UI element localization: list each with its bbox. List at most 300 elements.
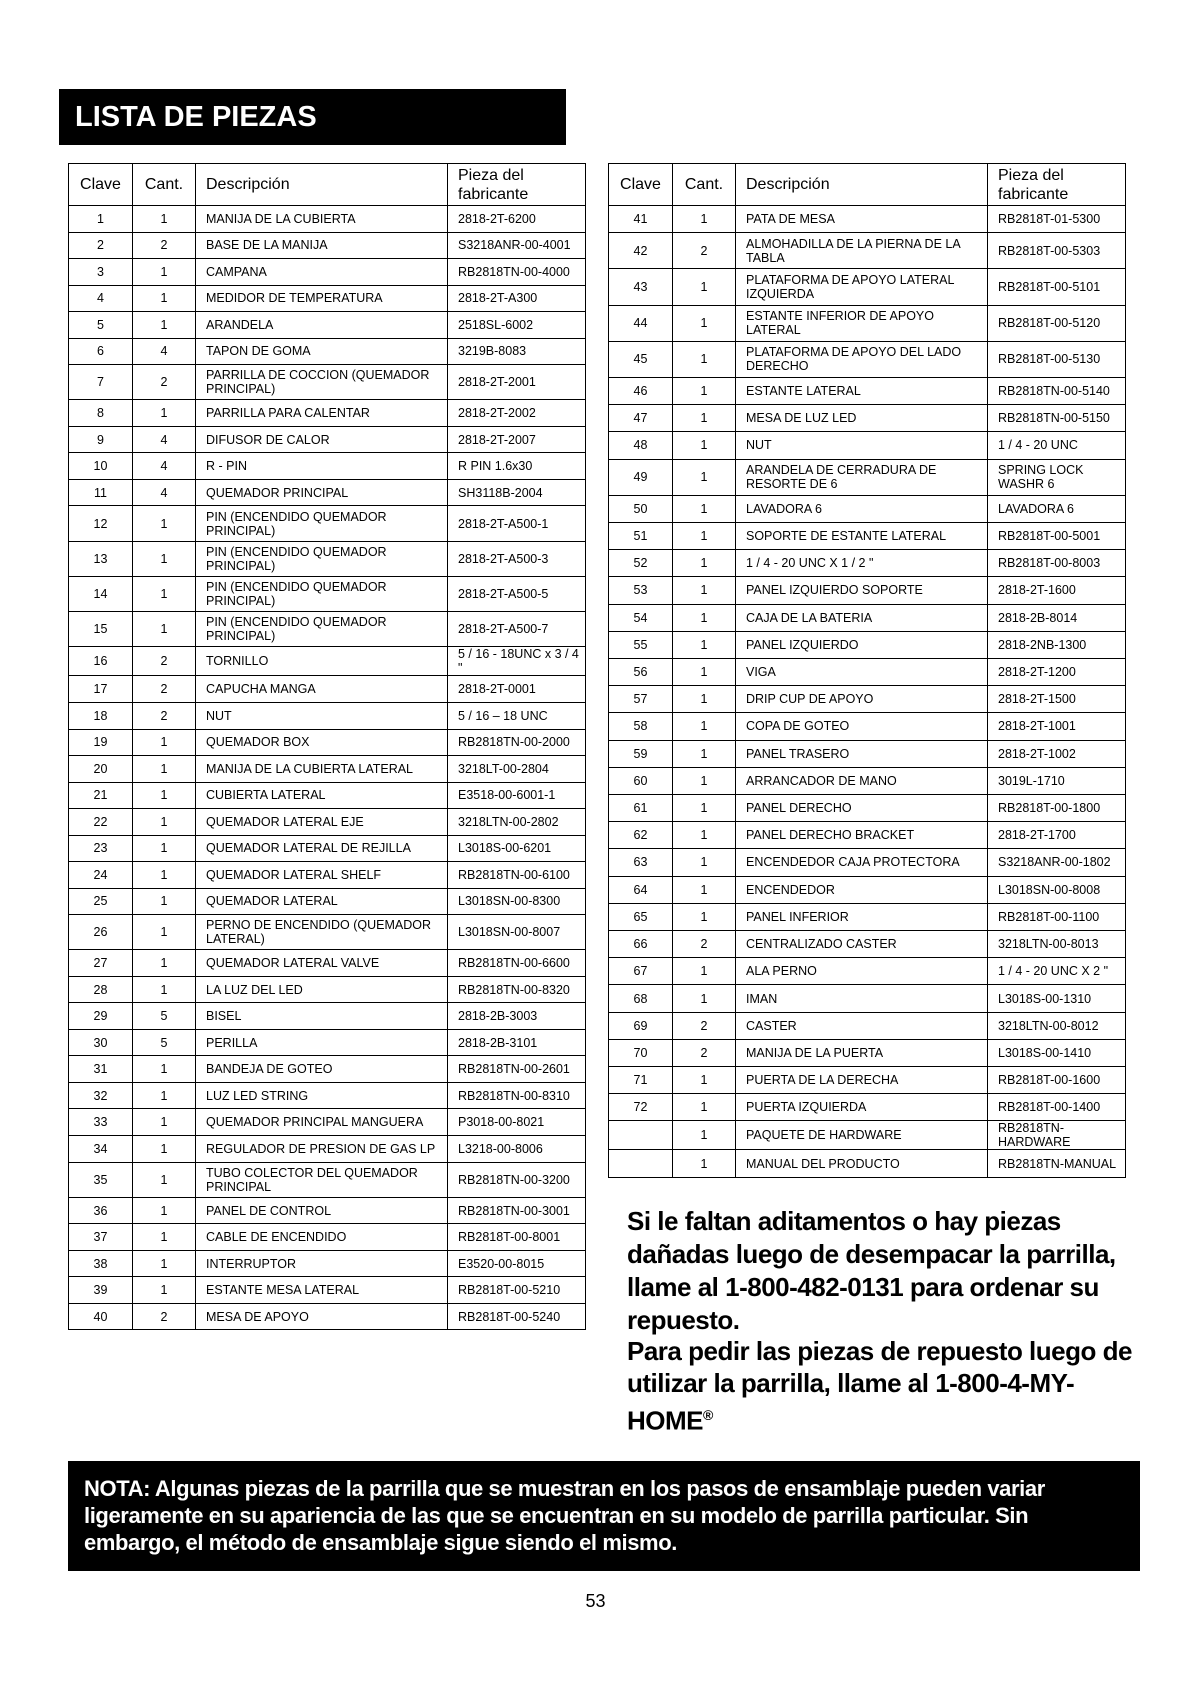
cell-pieza: RB2818TN-MANUAL (988, 1150, 1126, 1177)
cell-clave: 59 (609, 740, 673, 767)
cell-cant: 1 (133, 400, 196, 427)
cell-pieza: 3218LTN-00-8012 (988, 1012, 1126, 1039)
cell-clave: 35 (69, 1162, 133, 1197)
table-row (69, 809, 586, 836)
cell-pieza: 2818-2T-A500-3 (448, 541, 586, 576)
cell-cant: 1 (673, 1067, 736, 1094)
cell-descripcion: PARRILLA DE COCCION (QUEMADOR PRINCIPAL) (196, 365, 448, 400)
cell-pieza: 2818-2T-A300 (448, 285, 586, 312)
cell-clave: 38 (69, 1250, 133, 1277)
cell-clave: 39 (69, 1277, 133, 1304)
table-row (609, 522, 1126, 549)
cell-descripcion: ALA PERNO (736, 958, 988, 985)
table-row (69, 576, 586, 611)
cell-pieza: RB2818T-01-5300 (988, 206, 1126, 233)
cell-pieza: L3018SN-00-8008 (988, 876, 1126, 903)
table-row (69, 729, 586, 756)
cell-cant: 1 (133, 541, 196, 576)
cell-clave: 70 (609, 1039, 673, 1066)
cell-clave: 58 (609, 713, 673, 740)
table-row (609, 233, 1126, 269)
cell-cant: 1 (673, 686, 736, 713)
cell-cant: 2 (133, 1303, 196, 1330)
cell-pieza: RB2818T-00-8003 (988, 550, 1126, 577)
table-row (69, 976, 586, 1003)
cell-pieza: RB2818T-00-1800 (988, 794, 1126, 821)
cell-cant: 4 (133, 426, 196, 453)
table-row (609, 1039, 1126, 1066)
table-row (609, 206, 1126, 233)
table-row (69, 888, 586, 915)
cell-descripcion: ALMOHADILLA DE LA PIERNA DE LA TABLA (736, 233, 988, 269)
cell-clave: 1 (69, 206, 133, 233)
cell-descripcion: PERILLA (196, 1029, 448, 1056)
cell-pieza: RB2818TN-00-8310 (448, 1082, 586, 1109)
cell-cant: 1 (133, 285, 196, 312)
cell-cant: 1 (133, 915, 196, 950)
parts-table-left (68, 163, 586, 1330)
cell-clave: 68 (609, 985, 673, 1012)
cell-pieza: RB2818T-00-5120 (988, 305, 1126, 341)
cell-descripcion: PIN (ENCENDIDO QUEMADOR PRINCIPAL) (196, 576, 448, 611)
cell-clave: 50 (609, 495, 673, 522)
cell-clave: 11 (69, 479, 133, 506)
table-row (609, 305, 1126, 341)
cell-descripcion: CABLE DE ENCENDIDO (196, 1224, 448, 1251)
table-row (69, 541, 586, 576)
cell-descripcion: 1 / 4 - 20 UNC X 1 / 2 " (736, 550, 988, 577)
cell-descripcion: QUEMADOR LATERAL SHELF (196, 862, 448, 889)
cell-descripcion: PANEL TRASERO (736, 740, 988, 767)
cell-descripcion: LAVADORA 6 (736, 495, 988, 522)
cell-descripcion: MANIJA DE LA PUERTA (736, 1039, 988, 1066)
cell-clave: 67 (609, 958, 673, 985)
cell-cant: 1 (133, 206, 196, 233)
table-row (69, 506, 586, 541)
table-row (69, 647, 586, 676)
table-row (69, 782, 586, 809)
cell-cant: 2 (133, 365, 196, 400)
cell-descripcion: QUEMADOR LATERAL VALVE (196, 950, 448, 977)
cell-cant: 1 (133, 1056, 196, 1083)
cell-clave: 66 (609, 931, 673, 958)
cell-descripcion: IMAN (736, 985, 988, 1012)
cell-pieza: 3218LTN-00-2802 (448, 809, 586, 836)
cell-cant: 1 (673, 876, 736, 903)
cell-descripcion: PIN (ENCENDIDO QUEMADOR PRINCIPAL) (196, 612, 448, 647)
cell-clave: 19 (69, 729, 133, 756)
cell-cant: 1 (133, 1136, 196, 1163)
cell-clave: 27 (69, 950, 133, 977)
cell-pieza: 2818-2B-3003 (448, 1003, 586, 1030)
cell-pieza: RB2818TN-00-6100 (448, 862, 586, 889)
cell-clave: 72 (609, 1094, 673, 1121)
table-row (609, 658, 1126, 685)
cell-descripcion: REGULADOR DE PRESION DE GAS LP (196, 1136, 448, 1163)
cell-pieza: 2818-2T-1200 (988, 658, 1126, 685)
cell-descripcion: PANEL INFERIOR (736, 903, 988, 930)
cell-clave: 52 (609, 550, 673, 577)
cell-cant: 2 (673, 1012, 736, 1039)
table-row (69, 1197, 586, 1224)
cell-descripcion: LA LUZ DEL LED (196, 976, 448, 1003)
header-pieza: Pieza del fabricante (988, 164, 1126, 206)
table-row (609, 740, 1126, 767)
cell-descripcion: PIN (ENCENDIDO QUEMADOR PRINCIPAL) (196, 506, 448, 541)
cell-cant: 1 (133, 1250, 196, 1277)
cell-descripcion: CAMPANA (196, 259, 448, 286)
table-row (609, 903, 1126, 930)
table-row (609, 1067, 1126, 1094)
cell-clave: 44 (609, 305, 673, 341)
cell-pieza: RB2818TN-00-6600 (448, 950, 586, 977)
cell-descripcion: PLATAFORMA DE APOYO DEL LADO DERECHO (736, 341, 988, 377)
cell-cant: 1 (133, 259, 196, 286)
cell-clave: 8 (69, 400, 133, 427)
cell-cant: 1 (673, 377, 736, 404)
cell-cant: 1 (133, 1224, 196, 1251)
header-clave: Clave (69, 164, 133, 206)
cell-clave: 69 (609, 1012, 673, 1039)
table-row (69, 612, 586, 647)
cell-descripcion: MANIJA DE LA CUBIERTA LATERAL (196, 756, 448, 783)
cell-cant: 2 (673, 931, 736, 958)
cell-pieza: 2818-2B-3101 (448, 1029, 586, 1056)
cell-pieza: L3218-00-8006 (448, 1136, 586, 1163)
cell-cant: 4 (133, 453, 196, 480)
cell-clave: 3 (69, 259, 133, 286)
table-row (609, 377, 1126, 404)
table-row (609, 931, 1126, 958)
cell-cant: 2 (673, 233, 736, 269)
cell-clave: 61 (609, 794, 673, 821)
cell-cant: 1 (673, 550, 736, 577)
cell-pieza: 1 / 4 - 20 UNC X 2 " (988, 958, 1126, 985)
cell-descripcion: MANUAL DEL PRODUCTO (736, 1150, 988, 1177)
cell-cant: 1 (673, 1121, 736, 1150)
cell-cant: 1 (673, 822, 736, 849)
table-row (609, 405, 1126, 432)
cell-cant: 1 (133, 729, 196, 756)
cell-clave: 65 (609, 903, 673, 930)
cell-descripcion: NUT (196, 703, 448, 730)
cell-descripcion: TAPON DE GOMA (196, 338, 448, 365)
table-row (69, 1162, 586, 1197)
cell-pieza: RB2818TN-HARDWARE (988, 1121, 1126, 1150)
page-number: 53 (585, 1591, 606, 1611)
cell-clave: 20 (69, 756, 133, 783)
cell-clave: 22 (69, 809, 133, 836)
header-cant: Cant. (673, 164, 736, 206)
table-row (609, 713, 1126, 740)
table-row (609, 794, 1126, 821)
cell-clave: 30 (69, 1029, 133, 1056)
cell-cant: 1 (673, 903, 736, 930)
cell-pieza: RB2818T-00-5210 (448, 1277, 586, 1304)
cell-cant: 1 (673, 1094, 736, 1121)
cell-pieza: 2818-2T-A500-5 (448, 576, 586, 611)
cell-descripcion: MEDIDOR DE TEMPERATURA (196, 285, 448, 312)
cell-clave: 42 (609, 233, 673, 269)
cell-descripcion: PANEL IZQUIERDO SOPORTE (736, 577, 988, 604)
cell-clave: 17 (69, 676, 133, 703)
table-row (69, 1056, 586, 1083)
cell-descripcion: QUEMADOR LATERAL EJE (196, 809, 448, 836)
table-row (69, 338, 586, 365)
cell-clave: 57 (609, 686, 673, 713)
cell-descripcion: MESA DE LUZ LED (736, 405, 988, 432)
cell-cant: 1 (673, 459, 736, 495)
cell-pieza: S3218ANR-00-1802 (988, 849, 1126, 876)
cell-descripcion: DIFUSOR DE CALOR (196, 426, 448, 453)
table-row (609, 985, 1126, 1012)
table-row (69, 1224, 586, 1251)
cell-cant: 1 (673, 958, 736, 985)
cell-cant: 1 (673, 740, 736, 767)
cell-cant: 1 (133, 1277, 196, 1304)
cell-cant: 4 (133, 479, 196, 506)
table-row (609, 767, 1126, 794)
table-row (609, 269, 1126, 305)
table-row (69, 756, 586, 783)
cell-clave: 60 (609, 767, 673, 794)
table-row (69, 259, 586, 286)
cell-pieza: R PIN 1.6x30 (448, 453, 586, 480)
table-row (69, 479, 586, 506)
cell-descripcion: PUERTA DE LA DERECHA (736, 1067, 988, 1094)
cell-descripcion: MANIJA DE LA CUBIERTA (196, 206, 448, 233)
cell-descripcion: CAJA DE LA BATERIA (736, 604, 988, 631)
cell-clave: 48 (609, 432, 673, 459)
registered-mark: ® (703, 1407, 713, 1423)
cell-pieza: 2818-2B-8014 (988, 604, 1126, 631)
cell-cant: 5 (133, 1029, 196, 1056)
cell-descripcion: ESTANTE LATERAL (736, 377, 988, 404)
cell-cant: 2 (133, 232, 196, 259)
cell-pieza: RB2818T-00-5130 (988, 341, 1126, 377)
cell-descripcion: ARANDELA (196, 312, 448, 339)
cell-cant: 1 (673, 341, 736, 377)
cell-cant: 1 (133, 576, 196, 611)
cell-cant: 4 (133, 338, 196, 365)
cell-descripcion: PARRILLA PARA CALENTAR (196, 400, 448, 427)
cell-cant: 1 (673, 631, 736, 658)
table-row (69, 206, 586, 233)
cell-cant: 5 (133, 1003, 196, 1030)
table-row (609, 341, 1126, 377)
cell-descripcion: CENTRALIZADO CASTER (736, 931, 988, 958)
cell-clave: 12 (69, 506, 133, 541)
cell-descripcion: CAPUCHA MANGA (196, 676, 448, 703)
cell-pieza: 2818-2T-A500-1 (448, 506, 586, 541)
cell-clave: 7 (69, 365, 133, 400)
table-row (69, 862, 586, 889)
cell-clave: 2 (69, 232, 133, 259)
cell-pieza: RB2818T-00-1100 (988, 903, 1126, 930)
cell-descripcion: PANEL IZQUIERDO (736, 631, 988, 658)
cell-clave: 26 (69, 915, 133, 950)
cell-clave: 23 (69, 835, 133, 862)
cell-descripcion: QUEMADOR LATERAL (196, 888, 448, 915)
cell-clave: 18 (69, 703, 133, 730)
cell-cant: 1 (133, 950, 196, 977)
table-row (609, 1121, 1126, 1150)
header-descripcion: Descripción (736, 164, 988, 206)
table-row (609, 686, 1126, 713)
cell-descripcion: PERNO DE ENCENDIDO (QUEMADOR LATERAL) (196, 915, 448, 950)
cell-pieza: 3219B-8083 (448, 338, 586, 365)
cell-descripcion: TORNILLO (196, 647, 448, 676)
cell-clave: 6 (69, 338, 133, 365)
cell-pieza: 2518SL-6002 (448, 312, 586, 339)
cell-clave (609, 1150, 673, 1177)
cell-cant: 1 (133, 312, 196, 339)
cell-clave: 33 (69, 1109, 133, 1136)
cell-pieza: 5 / 16 – 18 UNC (448, 703, 586, 730)
cell-cant: 1 (673, 432, 736, 459)
cell-pieza: 2818-2T-1500 (988, 686, 1126, 713)
table-row (609, 876, 1126, 903)
cell-clave: 4 (69, 285, 133, 312)
cell-cant: 1 (133, 809, 196, 836)
cell-clave: 55 (609, 631, 673, 658)
cell-clave: 9 (69, 426, 133, 453)
cell-cant: 1 (133, 1109, 196, 1136)
cell-descripcion: QUEMADOR PRINCIPAL (196, 479, 448, 506)
cell-clave: 16 (69, 647, 133, 676)
table-row (609, 849, 1126, 876)
cell-pieza: L3018SN-00-8007 (448, 915, 586, 950)
header-cant: Cant. (133, 164, 196, 206)
cell-clave: 64 (609, 876, 673, 903)
cell-cant: 1 (673, 985, 736, 1012)
table-row (609, 604, 1126, 631)
cell-cant: 1 (133, 976, 196, 1003)
cell-descripcion: PAQUETE DE HARDWARE (736, 1121, 988, 1150)
cell-pieza: RB2818TN-00-3200 (448, 1162, 586, 1197)
cell-descripcion: ENCENDEDOR CAJA PROTECTORA (736, 849, 988, 876)
cell-clave: 32 (69, 1082, 133, 1109)
cell-clave: 71 (609, 1067, 673, 1094)
cell-clave: 56 (609, 658, 673, 685)
table-row (609, 459, 1126, 495)
cell-descripcion: ARRANCADOR DE MANO (736, 767, 988, 794)
cell-pieza: 3218LTN-00-8013 (988, 931, 1126, 958)
cell-cant: 1 (133, 1197, 196, 1224)
cell-cant: 1 (673, 713, 736, 740)
cell-cant: 1 (133, 1162, 196, 1197)
missing-parts-notice: Si le faltan aditamentos o hay piezas dañadas luego de desempacar la parrilla, llame al 1-800-482-0131 para ordenar su repuesto. (627, 1206, 1116, 1335)
parts-table-right (608, 163, 1126, 1178)
table-row (609, 577, 1126, 604)
cell-descripcion: ENCENDEDOR (736, 876, 988, 903)
cell-clave: 40 (69, 1303, 133, 1330)
table-row (609, 631, 1126, 658)
cell-pieza: 2818-2T-2001 (448, 365, 586, 400)
cell-clave: 13 (69, 541, 133, 576)
table-row (69, 1082, 586, 1109)
cell-pieza: E3520-00-8015 (448, 1250, 586, 1277)
cell-descripcion: ESTANTE INFERIOR DE APOYO LATERAL (736, 305, 988, 341)
table-row (69, 426, 586, 453)
assembly-note: NOTA: Algunas piezas de la parrilla que se muestran en los pasos de ensamblaje pueden variar ligeramente en su apariencia de las que se encuentran en su modelo de parrilla particular. Sin embargo, el método de ensamblaje sigue siendo el mismo. (68, 1461, 1140, 1571)
cell-descripcion: BANDEJA DE GOTEO (196, 1056, 448, 1083)
table-row (69, 365, 586, 400)
cell-descripcion: QUEMADOR BOX (196, 729, 448, 756)
cell-pieza: 3019L-1710 (988, 767, 1126, 794)
cell-cant: 1 (673, 269, 736, 305)
cell-pieza: RB2818TN-00-2601 (448, 1056, 586, 1083)
cell-pieza: RB2818T-00-1400 (988, 1094, 1126, 1121)
cell-descripcion: BASE DE LA MANIJA (196, 232, 448, 259)
cell-clave: 34 (69, 1136, 133, 1163)
table-row (69, 400, 586, 427)
header-pieza: Pieza del fabricante (448, 164, 586, 206)
parts-table-right-body (609, 206, 1126, 1178)
cell-clave: 63 (609, 849, 673, 876)
cell-descripcion: PANEL DERECHO BRACKET (736, 822, 988, 849)
table-row (69, 1277, 586, 1304)
cell-pieza: RB2818TN-00-5140 (988, 377, 1126, 404)
cell-cant: 2 (133, 647, 196, 676)
cell-descripcion: CUBIERTA LATERAL (196, 782, 448, 809)
cell-cant: 1 (673, 405, 736, 432)
cell-clave: 25 (69, 888, 133, 915)
header-descripcion: Descripción (196, 164, 448, 206)
cell-descripcion: PANEL DERECHO (736, 794, 988, 821)
cell-cant: 1 (673, 495, 736, 522)
table-row (69, 950, 586, 977)
table-row (609, 958, 1126, 985)
cell-cant: 1 (673, 767, 736, 794)
cell-pieza: RB2818TN-00-4000 (448, 259, 586, 286)
cell-cant: 1 (133, 782, 196, 809)
cell-clave: 46 (609, 377, 673, 404)
cell-pieza: RB2818T-00-1600 (988, 1067, 1126, 1094)
table-row (69, 1003, 586, 1030)
table-row (69, 285, 586, 312)
cell-pieza: RB2818T-00-5001 (988, 522, 1126, 549)
cell-pieza: RB2818TN-00-8320 (448, 976, 586, 1003)
order-parts-notice: Para pedir las piezas de repuesto luego de utilizar la parrilla, llame al 1-800-4-MY-HOME® (627, 1336, 1132, 1436)
cell-clave: 54 (609, 604, 673, 631)
cell-cant: 1 (673, 658, 736, 685)
cell-clave: 37 (69, 1224, 133, 1251)
cell-cant: 1 (133, 612, 196, 647)
cell-clave: 14 (69, 576, 133, 611)
cell-pieza: 2818-2T-2007 (448, 426, 586, 453)
cell-pieza: 2818-2T-0001 (448, 676, 586, 703)
header-clave: Clave (609, 164, 673, 206)
cell-descripcion: TUBO COLECTOR DEL QUEMADOR PRINCIPAL (196, 1162, 448, 1197)
table-row (609, 550, 1126, 577)
cell-clave: 53 (609, 577, 673, 604)
cell-clave: 31 (69, 1056, 133, 1083)
cell-descripcion: VIGA (736, 658, 988, 685)
cell-descripcion: LUZ LED STRING (196, 1082, 448, 1109)
cell-cant: 1 (133, 756, 196, 783)
cell-descripcion: BISEL (196, 1003, 448, 1030)
cell-descripcion: PIN (ENCENDIDO QUEMADOR PRINCIPAL) (196, 541, 448, 576)
table-row (609, 1012, 1126, 1039)
cell-clave: 15 (69, 612, 133, 647)
table-row (609, 1094, 1126, 1121)
cell-clave: 36 (69, 1197, 133, 1224)
cell-pieza: SH3118B-2004 (448, 479, 586, 506)
table-header-row (69, 164, 586, 206)
table-row (69, 453, 586, 480)
table-row (69, 1250, 586, 1277)
